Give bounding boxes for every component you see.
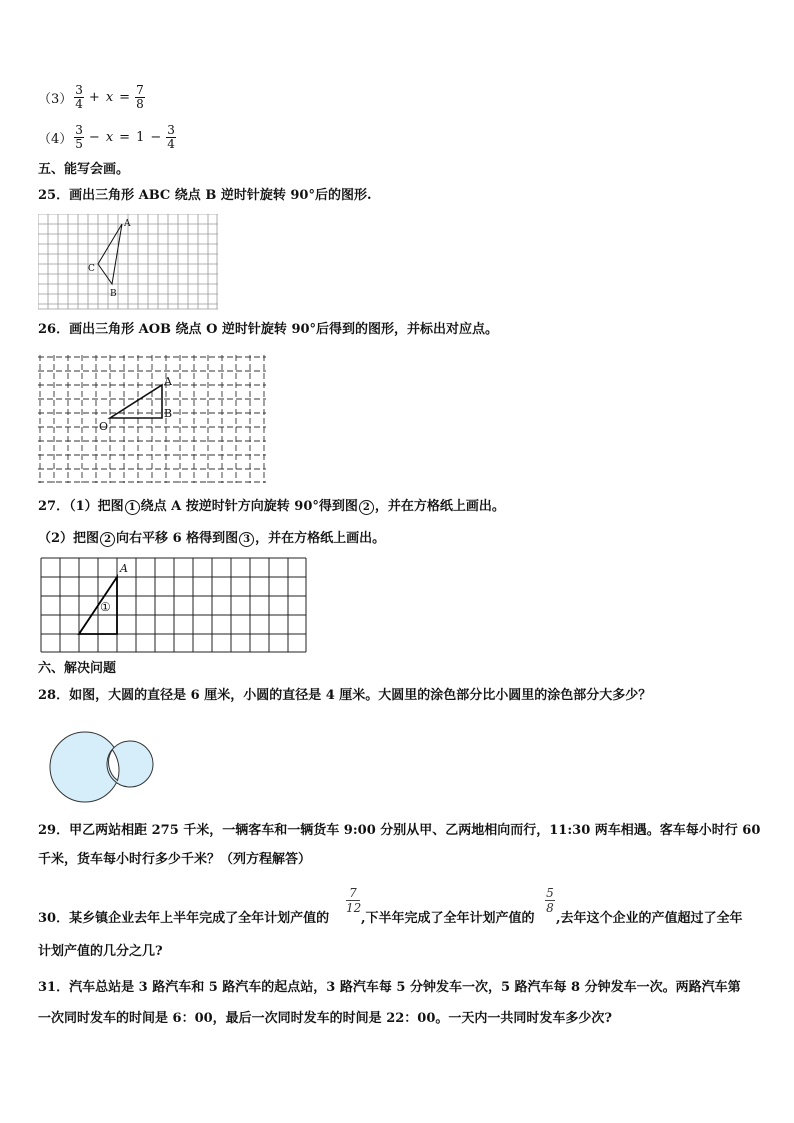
question-31-line-2: 一次同时发车的时间是 6：00，最后一次同时发车的时间是 22：00。一天内一共同时发车多少次? [38,1011,612,1026]
eq3-equals: = [119,90,131,105]
question-31-line-1: 31．汽车总站是 3 路汽车和 5 路汽车的起点站，3 路汽车每 5 分钟发车一次，5 路汽车每 8 分钟发车一次。两路汽车第 [38,980,741,995]
eq3-frac-b-den: 8 [136,97,144,111]
q27-2-circled-2: 2 [100,532,115,547]
eq3-frac-a [74,84,84,111]
eq3-frac-b [135,84,145,111]
question-28: 28．如图，大圆的直径是 6 厘米，小圆的直径是 4 厘米。大圆里的涂色部分比小圆里的涂色部分大多少？ [38,688,652,703]
eq4-one: 1 [136,130,145,145]
q27-2-text-mid: 向右平移 6 格得到图 [116,531,239,546]
eq3-x: x [105,90,114,105]
q30-frac-2-den: 8 [546,901,554,915]
eq4-frac-a-den: 5 [75,137,83,151]
q25-label-a: A [124,219,131,229]
question-27-part-1 [38,499,505,515]
question-30-line-2: 计划产值的几分之几? [38,944,163,959]
eq4-frac-b [166,124,176,151]
q30-frac-2-num: 5 [546,886,554,900]
section-5-heading: 五、能写会画。 [38,162,130,177]
equation-3 [38,84,147,111]
q26-grid-figure [38,355,268,485]
question-30-line-1b: ,下半年完成了全年计划产值的 [361,911,535,926]
eq3-frac-a-num: 3 [75,83,83,97]
triangle-aob [110,385,162,418]
q28-circles-figure [46,728,158,808]
question-29-line-2: 千米，货车每小时行多少千米？（列方程解答） [38,852,312,867]
question-30-line-1a: 30．某乡镇企业去年上半年完成了全年计划产值的 [38,911,330,926]
eq3-frac-b-num: 7 [136,83,144,97]
eq3-frac-a-den: 4 [75,97,83,111]
q30-fraction-2 [545,886,555,915]
q27-1-circled-2: 2 [359,500,374,515]
eq4-frac-b-den: 4 [167,137,175,151]
eq3-label: （3） [38,92,73,107]
q25-grid-figure [38,214,218,310]
q27-2-circled-3: 3 [239,532,254,547]
eq4-equals: = [119,130,131,145]
q27-grid-figure [40,557,308,653]
question-25: 25．画出三角形 ABC 绕点 B 逆时针旋转 90°后的图形. [38,188,372,203]
question-26: 26．画出三角形 AOB 绕点 O 逆时针旋转 90°后得到的图形，并标出对应点。 [38,322,499,337]
equation-4 [38,124,178,151]
q26-label-a: A [164,375,172,388]
eq4-label: （4） [38,132,73,147]
q27-1-text-pre: 27．（1）把图 [38,499,124,514]
q26-label-o: O [99,420,109,433]
question-27-part-2 [38,531,385,547]
q27-label-figure-1: ① [100,600,111,614]
q30-frac-1-den: 12 [346,901,362,915]
question-30-line-1c: ,去年这个企业的产值超过了全年 [556,911,743,926]
eq4-minus: − [88,130,100,145]
q26-label-b: B [164,407,173,420]
q27-1-text-mid: 绕点 A 按逆时针方向旋转 90°得到图 [140,499,358,514]
q27-1-text-post: ，并在方格纸上画出。 [374,499,505,514]
q25-label-b: B [110,289,117,299]
question-29-line-1: 29．甲乙两站相距 275 千米，一辆客车和一辆货车 9:00 分别从甲、乙两地相向而行，11:30 两车相遇。客车每小时行 60 [38,823,761,838]
eq4-frac-b-num: 3 [167,123,175,137]
q26-grid-lines [38,355,266,483]
section-6-heading: 六、解决问题 [38,661,117,676]
q27-2-text-pre: （2）把图 [38,531,100,546]
q27-grid-lines [41,558,306,652]
eq3-plus: + [88,90,100,105]
eq4-frac-a-num: 3 [75,123,83,137]
q27-2-text-post: ，并在方格纸上画出。 [255,531,386,546]
q25-label-c: C [88,264,95,274]
eq4-x: x [105,130,114,145]
eq4-frac-a [74,124,84,151]
q27-label-a: A [120,562,128,575]
q30-fraction-1 [346,886,360,915]
eq4-minus-2: − [150,130,162,145]
q27-1-circled-1: 1 [125,500,140,515]
q30-frac-1-num: 7 [346,886,360,901]
